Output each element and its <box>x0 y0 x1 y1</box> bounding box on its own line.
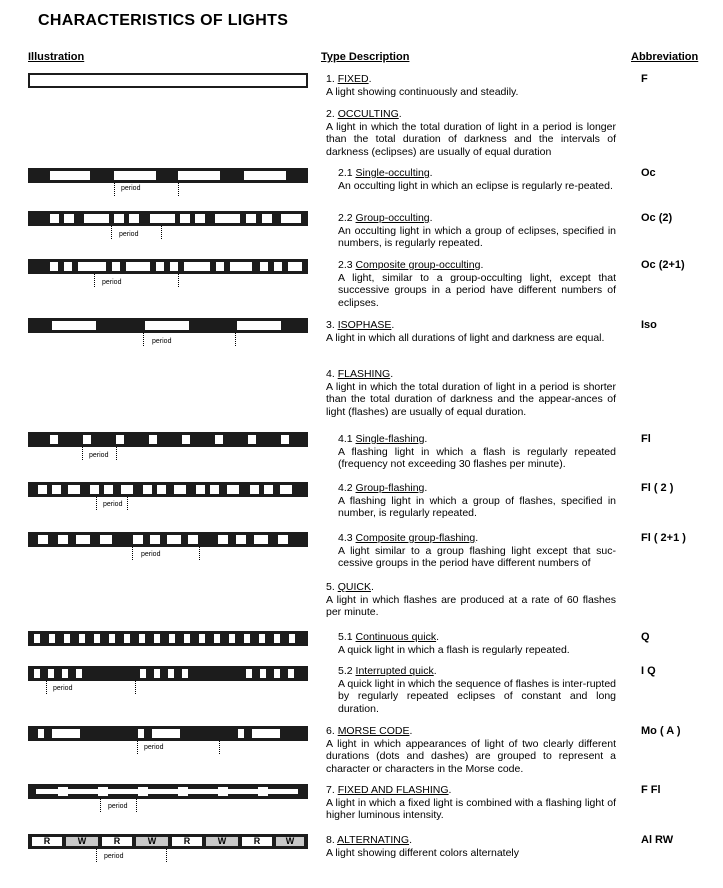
entry-number: 5.1 <box>338 631 353 643</box>
entry-name: ALTERNATING <box>337 834 410 846</box>
period-marker <box>96 849 97 862</box>
period-marker <box>46 681 47 694</box>
interrupted-quick-diagram <box>28 666 308 681</box>
period-label: period <box>141 551 161 558</box>
color-white: W <box>276 837 304 846</box>
entry-occulting: 2. OCCULTING. A light in which the total duration of light in a period is longer than the total duration of darkness and the intervals of darkness (eclipses) are usually of equal duration <box>326 108 616 158</box>
continuous-quick-diagram <box>28 631 308 646</box>
entry-number: 4.3 <box>338 532 353 544</box>
color-red: R <box>102 837 132 846</box>
entry-quick: 5. QUICK. A light in which flashes are produced at a rate of 60 flashes per minute. <box>326 581 616 618</box>
abbreviation: Oc (2) <box>641 212 673 224</box>
column-header-type-description: Type Description <box>321 51 410 63</box>
color-white: W <box>206 837 238 846</box>
entry-fixed-and-flashing: 7. FIXED AND FLASHING. A light in which a fixed light is combined with a flashing light of higher luminous intensity. <box>326 784 616 821</box>
alternating-diagram <box>28 834 308 849</box>
entry-description: A light, similar to a group-occulting light, except that successive groups in a period have different numbers of eclipses. <box>338 271 616 309</box>
period-marker <box>82 447 83 460</box>
group-flashing-diagram <box>28 482 308 497</box>
period-label: period <box>53 685 73 692</box>
entry-name: MORSE CODE <box>337 725 410 737</box>
abbreviation: Oc <box>641 167 656 179</box>
entry-single-occulting: 2.1 Single-occulting. An occulting light in which an eclipse is regularly re-peated. <box>338 167 616 192</box>
abbreviation: Oc (2+1) <box>641 259 685 271</box>
entry-number: 5.2 <box>338 665 353 677</box>
abbreviation: I Q <box>641 665 656 677</box>
entry-number: 2. <box>326 108 335 120</box>
color-red: R <box>172 837 202 846</box>
entry-number: 2.3 <box>338 259 353 271</box>
period-marker <box>116 447 117 460</box>
composite-group-occulting-diagram <box>28 259 308 274</box>
period-label: period <box>102 279 122 286</box>
entry-description: A light showing continuously and steadily. <box>326 85 519 98</box>
abbreviation: Mo ( A ) <box>641 725 681 737</box>
entry-group-flashing: 4.2 Group-flashing. A flashing light in which a group of flashes, specified in number, is regularly repeated. <box>338 482 616 519</box>
abbreviation: F <box>641 73 648 85</box>
entry-single-flashing: 4.1 Single-flashing. A flashing light in which a flash is regularly repeated (frequency not exceeding 30 flashes per minute). <box>338 433 616 470</box>
entry-number: 1. <box>326 73 335 85</box>
entry-name: Interrupted quick <box>355 665 434 677</box>
entry-group-occulting: 2.2 Group-occulting. An occulting light in which a group of eclipses, specified in numbers, is regularly repeated. <box>338 212 616 249</box>
abbreviation: Iso <box>641 319 657 331</box>
fixed-and-flashing-diagram <box>28 784 308 799</box>
entry-description: A light showing different colors alternately <box>326 846 519 859</box>
entry-name: Composite group-occulting <box>355 259 481 271</box>
period-marker <box>136 799 137 812</box>
period-label: period <box>108 803 128 810</box>
fixed-light-diagram <box>28 73 308 88</box>
period-marker <box>135 681 136 694</box>
composite-group-flashing-diagram <box>28 532 308 547</box>
entry-name: Group-flashing <box>355 482 425 494</box>
entry-name: FIXED AND FLASHING <box>337 784 449 796</box>
period-label: period <box>121 185 141 192</box>
isophase-diagram <box>28 318 308 333</box>
period-marker <box>178 183 179 196</box>
entry-name: QUICK <box>337 581 371 593</box>
period-marker <box>137 741 138 754</box>
entry-number: 5. <box>326 581 335 593</box>
entry-number: 7. <box>326 784 335 796</box>
period-marker <box>127 497 128 510</box>
entry-composite-group-occulting: 2.3 Composite group-occulting. A light, similar to a group-occulting light, except that successive groups in a period have different numbers of eclipses. <box>338 259 616 309</box>
entry-description: An occulting light in which an eclipse is regularly re-peated. <box>338 179 613 192</box>
period-label: period <box>103 501 123 508</box>
column-header-abbreviation: Abbreviation <box>631 51 699 63</box>
column-header-illustration: Illustration <box>28 51 85 63</box>
entry-alternating: 8. ALTERNATING. A light showing different colors alternately <box>326 834 616 859</box>
entry-description: A quick light in which the sequence of flashes is inter-rupted by regularly repeated eclipses of constant and long duration. <box>338 677 616 715</box>
period-label: period <box>104 853 124 860</box>
color-red: R <box>32 837 62 846</box>
entry-description: A light similar to a group flashing light except that suc-cessive groups in the period have different numbers of <box>338 544 616 569</box>
period-marker <box>96 497 97 510</box>
entry-description: An occulting light in which a group of eclipses, specified in numbers, is regularly repeated. <box>338 224 616 249</box>
entry-description: A light in which a fixed light is combined with a flashing light of higher luminous intensity. <box>326 796 616 821</box>
period-marker <box>235 333 236 346</box>
entry-number: 2.2 <box>338 212 353 224</box>
period-marker <box>219 741 220 754</box>
period-marker <box>199 547 200 560</box>
period-marker <box>100 799 101 812</box>
period-marker <box>161 226 162 239</box>
period-marker <box>143 333 144 346</box>
entry-name: Single-occulting <box>355 167 430 179</box>
period-label: period <box>152 338 172 345</box>
entry-name: OCCULTING <box>337 108 399 120</box>
entry-name: FIXED <box>337 73 369 85</box>
period-label: period <box>144 744 164 751</box>
entry-description: A flashing light in which a flash is regularly repeated (frequency not exceeding 30 flashes per minute). <box>338 445 616 470</box>
abbreviation: Q <box>641 631 650 643</box>
entry-name: FLASHING <box>337 368 391 380</box>
period-label: period <box>89 452 109 459</box>
entry-description: A light in which all durations of light and darkness are equal. <box>326 331 605 344</box>
single-occulting-diagram <box>28 168 308 183</box>
entry-composite-group-flashing: 4.3 Composite group-flashing. A light similar to a group flashing light except that suc-cessive groups in the period have different numbers of <box>338 532 616 569</box>
abbreviation: Fl ( 2 ) <box>641 482 674 494</box>
entry-number: 8. <box>326 834 335 846</box>
period-marker <box>178 274 179 287</box>
entry-number: 3. <box>326 319 335 331</box>
entry-number: 4. <box>326 368 335 380</box>
morse-code-diagram <box>28 726 308 741</box>
abbreviation: Fl <box>641 433 651 445</box>
entry-name: ISOPHASE <box>337 319 392 331</box>
entry-morse-code: 6. MORSE CODE. A light in which appearances of light of two clearly different durations (dots and dashes) are grouped to represent a character or characters in the Morse code. <box>326 725 616 775</box>
abbreviation: Al RW <box>641 834 674 846</box>
entry-continuous-quick: 5.1 Continuous quick. A quick light in which a flash is regularly repeated. <box>338 631 616 656</box>
color-white: W <box>66 837 98 846</box>
entry-description: A flashing light in which a group of flashes, specified in number, is regularly repeated. <box>338 494 616 519</box>
group-occulting-diagram <box>28 211 308 226</box>
entry-number: 2.1 <box>338 167 353 179</box>
entry-isophase: 3. ISOPHASE. A light in which all durations of light and darkness are equal. <box>326 319 616 344</box>
page-title: CHARACTERISTICS OF LIGHTS <box>38 12 289 29</box>
entry-number: 4.2 <box>338 482 353 494</box>
period-marker <box>166 849 167 862</box>
period-marker <box>114 183 115 196</box>
abbreviation: F Fl <box>641 784 661 796</box>
entry-description: A light in which the total duration of light in a period is shorter than the total duration of darkness and the appear-ances of light (flashes) are usually of equal duration. <box>326 380 616 418</box>
abbreviation: Fl ( 2+1 ) <box>641 532 686 544</box>
entry-description: A light in which the total duration of light in a period is longer than the total duration of darkness and the intervals of darkness (eclipses) are usually of equal duration <box>326 120 616 158</box>
period-label: period <box>119 231 139 238</box>
entry-name: Continuous quick <box>355 631 437 643</box>
entry-name: Composite group-flashing <box>355 532 476 544</box>
period-marker <box>94 274 95 287</box>
entry-name: Group-occulting <box>355 212 430 224</box>
entry-flashing: 4. FLASHING. A light in which the total duration of light in a period is shorter than the total duration of darkness and the appear-ances of light (flashes) are usually of equal duration. <box>326 368 616 418</box>
entry-number: 4.1 <box>338 433 353 445</box>
period-marker <box>111 226 112 239</box>
color-white: W <box>136 837 168 846</box>
single-flashing-diagram <box>28 432 308 447</box>
entry-name: Single-flashing <box>355 433 425 445</box>
entry-description: A light in which flashes are produced at a rate of 60 flashes per minute. <box>326 593 616 618</box>
entry-interrupted-quick: 5.2 Interrupted quick. A quick light in which the sequence of flashes is inter-rupted by regularly repeated eclipses of constant and long duration. <box>338 665 616 715</box>
period-marker <box>132 547 133 560</box>
entry-description: A quick light in which a flash is regularly repeated. <box>338 643 570 656</box>
entry-description: A light in which appearances of light of two clearly different durations (dots and dashes) are grouped to represent a character or characters in the Morse code. <box>326 737 616 775</box>
color-red: R <box>242 837 272 846</box>
entry-fixed: 1. FIXED. A light showing continuously and steadily. <box>326 73 616 98</box>
entry-number: 6. <box>326 725 335 737</box>
